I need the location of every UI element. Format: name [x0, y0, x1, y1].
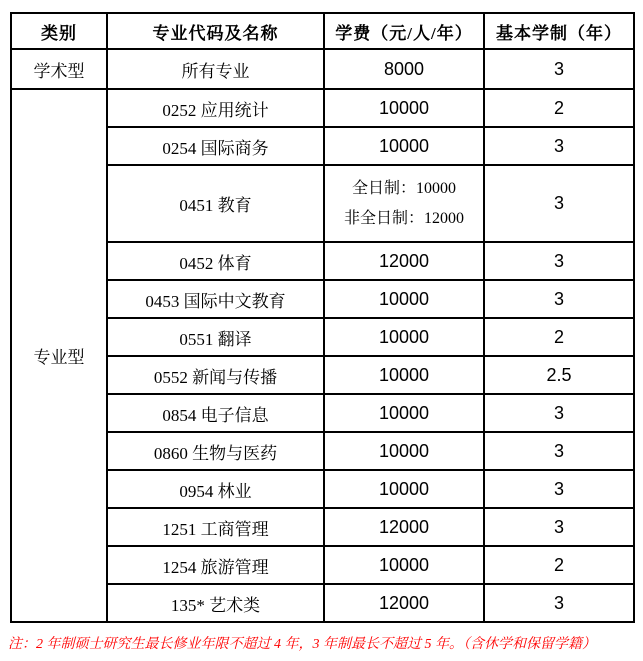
duration-cell: 2: [484, 89, 634, 127]
category-cell-academic: 学术型: [11, 49, 107, 89]
fee-cell: 10000: [324, 280, 484, 318]
program-cell: 0254 国际商务: [107, 127, 324, 165]
duration-cell: 3: [484, 165, 634, 242]
program-cell: 所有专业: [107, 49, 324, 89]
fee-cell: 10000: [324, 470, 484, 508]
duration-cell: 3: [484, 242, 634, 280]
duration-cell: 2: [484, 318, 634, 356]
header-fee: 学费（元/人/年）: [324, 13, 484, 49]
fee-cell: [324, 165, 484, 242]
program-cell: 1251 工商管理: [107, 508, 324, 546]
program-cell: 0551 翻译: [107, 318, 324, 356]
header-program: 专业代码及名称: [107, 13, 324, 49]
fee-cell: 10000: [324, 546, 484, 584]
program-cell: 0451 教育: [107, 165, 324, 242]
fee-cell: 12000: [324, 584, 484, 622]
fee-cell: 12000: [324, 508, 484, 546]
duration-cell: 3: [484, 127, 634, 165]
program-cell: 0252 应用统计: [107, 89, 324, 127]
table-row: [11, 49, 634, 89]
fee-cell: 10000: [324, 394, 484, 432]
footnote-text: 注：2 年制硕士研究生最长修业年限不超过 4 年，3 年制最长不超过 5 年。（含休学和保留学籍）: [8, 637, 596, 652]
program-cell: 0954 林业: [107, 470, 324, 508]
header-category: 类别: [11, 13, 107, 49]
program-cell: 135* 艺术类: [107, 584, 324, 622]
duration-cell: 3: [484, 432, 634, 470]
fee-line-fulltime: 全日制：10000: [351, 179, 456, 197]
fee-cell: 10000: [324, 89, 484, 127]
duration-cell: 3: [484, 508, 634, 546]
header-duration: 基本学制（年）: [484, 13, 634, 49]
fee-cell: 8000: [324, 49, 484, 89]
program-cell: 0854 电子信息: [107, 394, 324, 432]
fee-line-parttime: 非全日制：12000: [343, 209, 464, 227]
table-row: [11, 89, 634, 127]
program-cell: 1254 旅游管理: [107, 546, 324, 584]
duration-cell: 3: [484, 584, 634, 622]
tuition-fee-table: [10, 12, 635, 623]
fee-cell: 10000: [324, 318, 484, 356]
program-cell: 0452 体育: [107, 242, 324, 280]
duration-cell: 2.5: [484, 356, 634, 394]
program-cell: 0552 新闻与传播: [107, 356, 324, 394]
duration-cell: 3: [484, 394, 634, 432]
program-cell: 0860 生物与医药: [107, 432, 324, 470]
duration-cell: 3: [484, 280, 634, 318]
fee-cell: 12000: [324, 242, 484, 280]
duration-cell: 3: [484, 470, 634, 508]
duration-cell: 3: [484, 49, 634, 89]
duration-cell: 2: [484, 546, 634, 584]
fee-cell: 10000: [324, 432, 484, 470]
program-cell: 0453 国际中文教育: [107, 280, 324, 318]
fee-cell: 10000: [324, 127, 484, 165]
category-cell-professional: 专业型: [11, 89, 107, 622]
fee-cell: 10000: [324, 356, 484, 394]
table-header-row: [11, 13, 634, 49]
